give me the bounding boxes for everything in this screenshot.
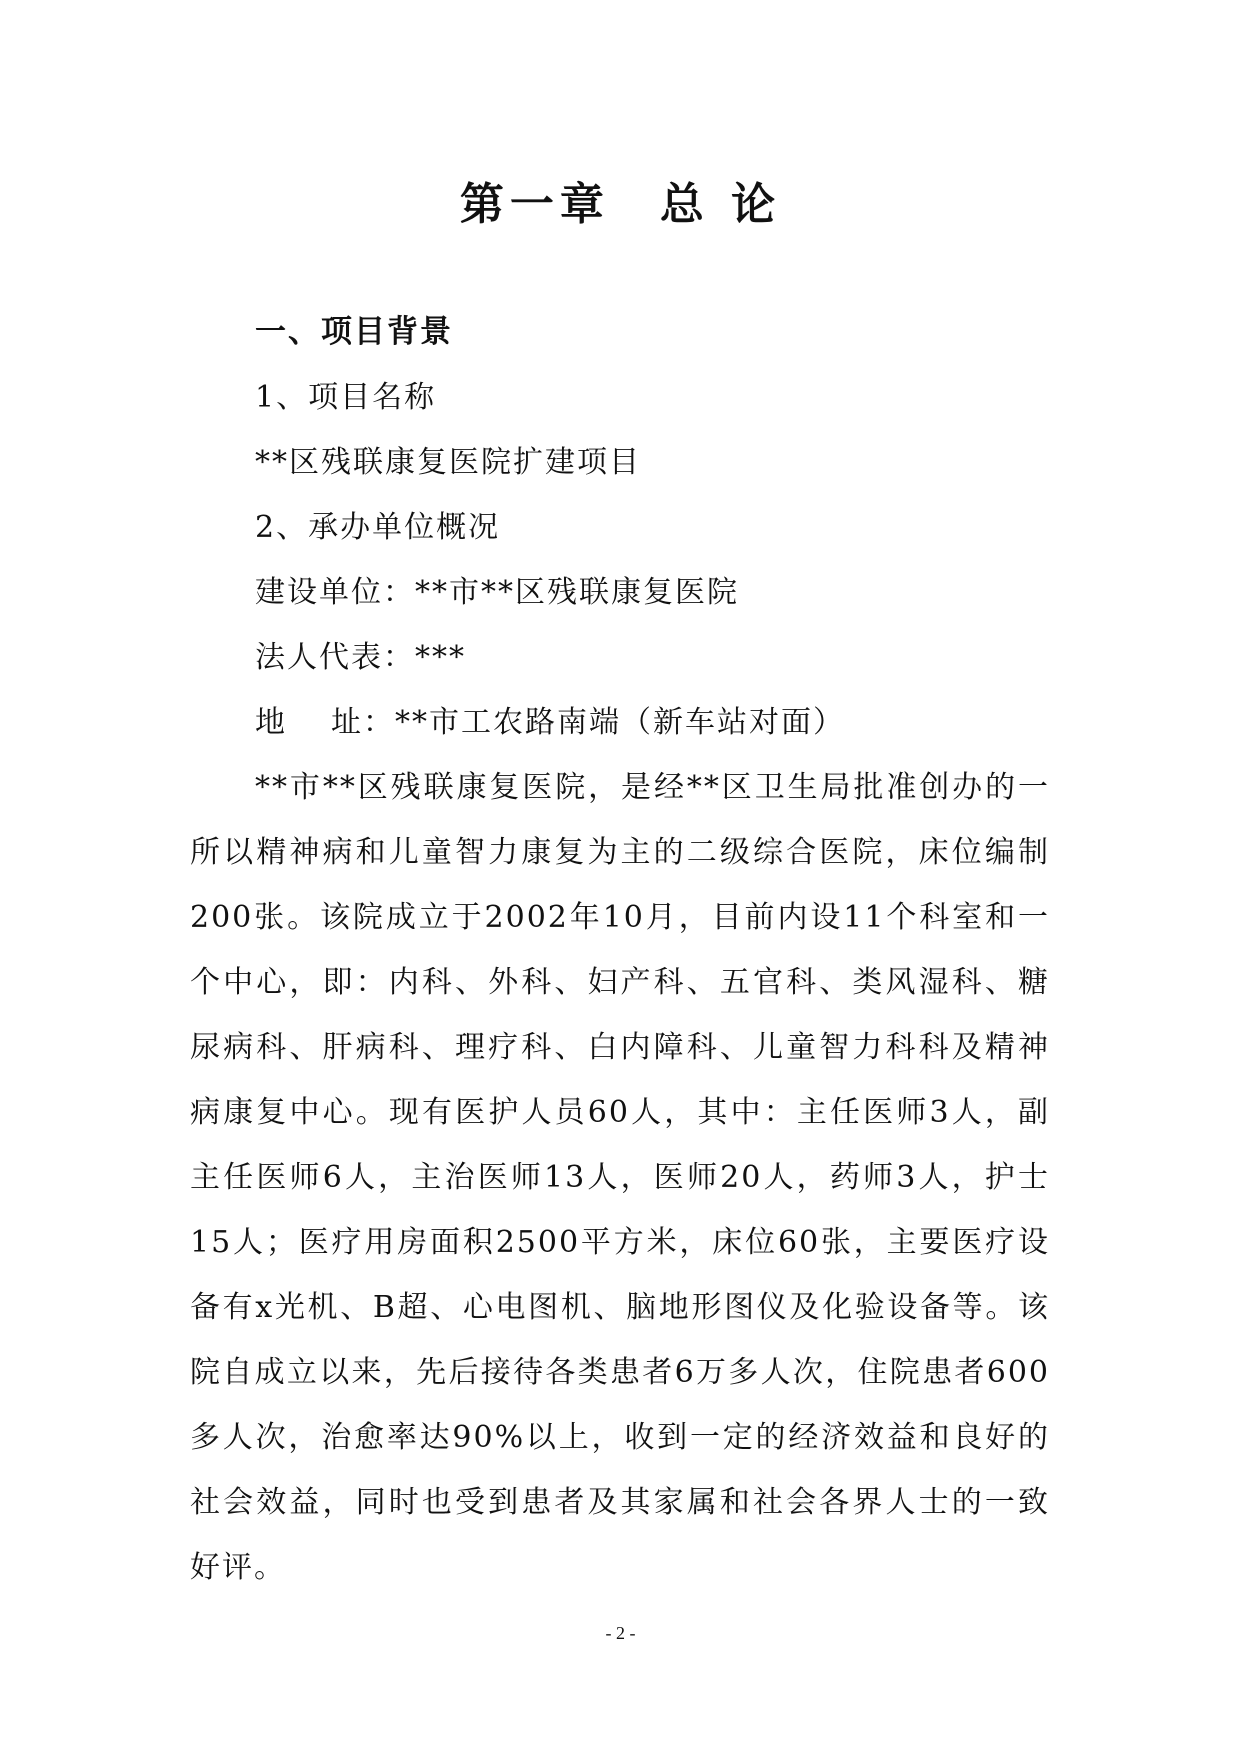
section-heading: 一、项目背景	[255, 314, 453, 350]
address-label-first-char: 地	[255, 705, 287, 740]
legal-representative: 法人代表：***	[255, 640, 466, 675]
chapter-title	[0, 168, 1241, 232]
chapter-number: 第一章	[459, 179, 610, 230]
address	[190, 690, 1050, 755]
chapter-name: 总 论	[659, 179, 782, 230]
body-text	[190, 300, 1050, 1600]
item-organizer-label: 2、承办单位概况	[255, 510, 501, 545]
address-value: 址：**市工农路南端（新车站对面）	[331, 705, 845, 740]
page-number: - 2 -	[605, 1623, 636, 1643]
hospital-description-paragraph: **市**区残联康复医院，是经**区卫生局批准创办的一所以精神病和儿童智力康复为主的二级综合医院，床位编制200张。该院成立于2002年10月，目前内设11个科室和一个中心，即：内科、外科、妇产科、五官科、类风湿科、糖尿病科、肝病科、理疗科、白内障科、儿童智力科科及精神病康复中心。现有医护人员60人，其中：主任医师3人，副主任医师6人，主治医师13人，医师20人，药师3人，护士15人；医疗用房面积2500平方米，床位60张，主要医疗设备有x光机、B超、心电图机、脑地形图仪及化验设备等。该院自成立以来，先后接待各类患者6万多人次，住院患者600多人次，治愈率达90%以上，收到一定的经济效益和良好的社会效益，同时也受到患者及其家属和社会各界人士的一致好评。	[190, 770, 1050, 1585]
builder-unit: 建设单位：**市**区残联康复医院	[255, 575, 739, 610]
project-name: **区残联康复医院扩建项目	[255, 445, 641, 480]
item-project-name-label: 1、项目名称	[255, 380, 437, 415]
